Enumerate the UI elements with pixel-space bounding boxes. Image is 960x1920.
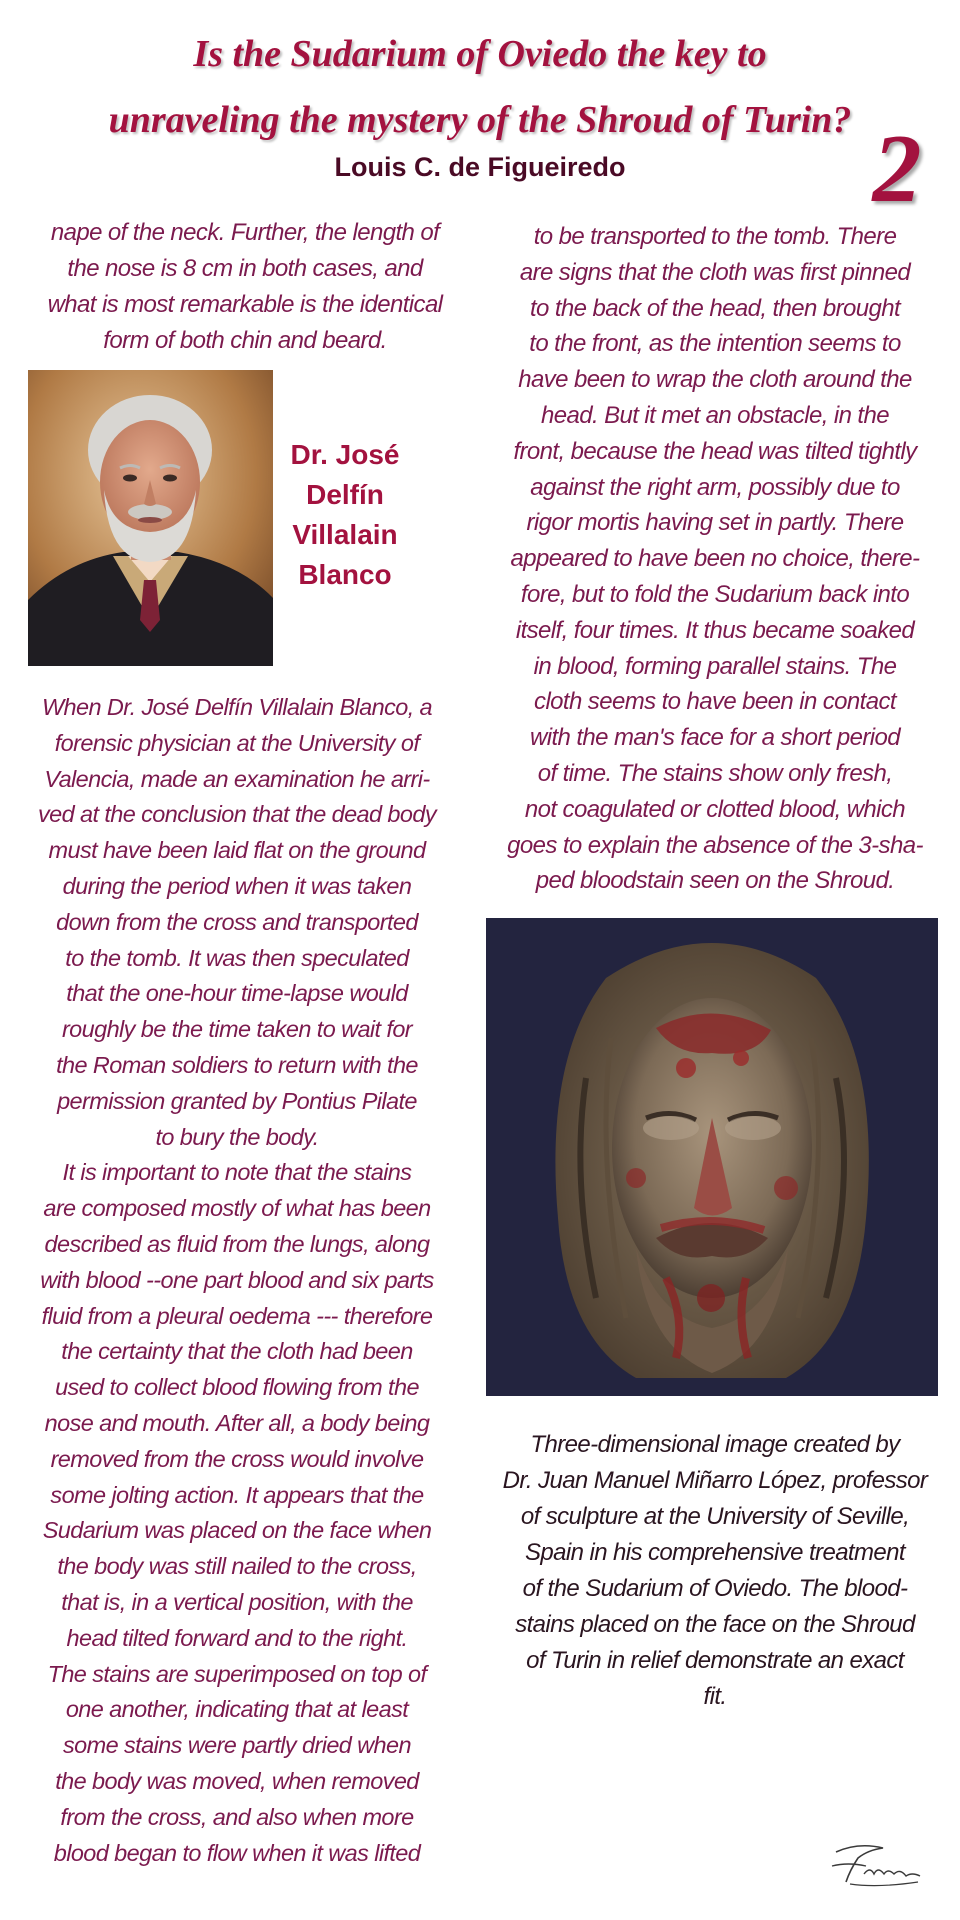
left-column-body-text: When Dr. José Delfín Villalain Blanco, a forensic physician at the University of Valencia, made an examination he arri- ved at the conclusion that the dead body must have been laid flat on the ground during the period when it was taken down from the cross and transported to the tomb. It was then speculated that the one-hour time-lapse would roughly be the time taken to wait for the Roman soldiers to return with the permission granted by Pontius Pilate to bury the body. It is important to note that the stains are composed mostly of what has been described as fluid from the lungs, along with blood --one part blood and six parts fluid from a pleural oedema --- therefore the certainty that the cloth had been used to collect blood flowing from the nose and mouth. After all, a body being removed from the cross would involve some jolting action. It appears that the Sudarium was placed on the face when the body was still nailed to the cross, that is, in a vertical position, with the head tilted forward and to the right. The stains are superimposed on top of one another, indicating that at least some stains were partly dried when the body was moved, when removed from the cross, and also when more blood began to flow when it was lifted [37, 694, 436, 1866]
author-name: Louis C. de Figueiredo [334, 152, 626, 182]
signature-mark [828, 1838, 928, 1893]
intro-paragraph: nape of the neck. Further, the length of the nose is 8 cm in both cases, and what is most remarkable is the identical form of both chin and beard. [47, 219, 443, 354]
article-title-line-1: Is the Sudarium of Oviedo the key to [193, 33, 767, 75]
page-number: 2 [872, 115, 922, 223]
image-caption: Three-dimensional image created by Dr. Juan Manuel Miñarro López, professor of sculpture at the University of Seville, Spain in his comprehensive treatment of the Sudarium of Oviedo. The blood- stains placed on the face on the Shroud of Turin in relief demonstrate an exact fit. [502, 1431, 928, 1710]
photo-name-label: Dr. José Delfín Villalain Blanco [290, 439, 400, 590]
article-title-line-2: unraveling the mystery of the Shroud of Turin? [108, 99, 852, 141]
sculpted-face-photo [486, 918, 938, 1396]
portrait-photo [28, 370, 273, 666]
right-column-body-text: to be transported to the tomb. There are signs that the cloth was first pinned to the back of the head, then brought to the front, as the intention seems to have been to wrap the cloth around the head. But it met an obstacle, in the front, because the head was tilted tightly against the right arm, possibly due to rigor mortis having set in partly. There appeared to have been no choice, there- fore, but to fold the Sudarium back into itself, four times. It thus became soaked in blood, forming parallel stains. The cloth seems to have been in contact with the man's face for a short period of time. The stains show only fresh, not coagulated or clotted blood, which goes to explain the absence of the 3-sha- ped bloodstain seen on the Shroud. [507, 223, 923, 895]
